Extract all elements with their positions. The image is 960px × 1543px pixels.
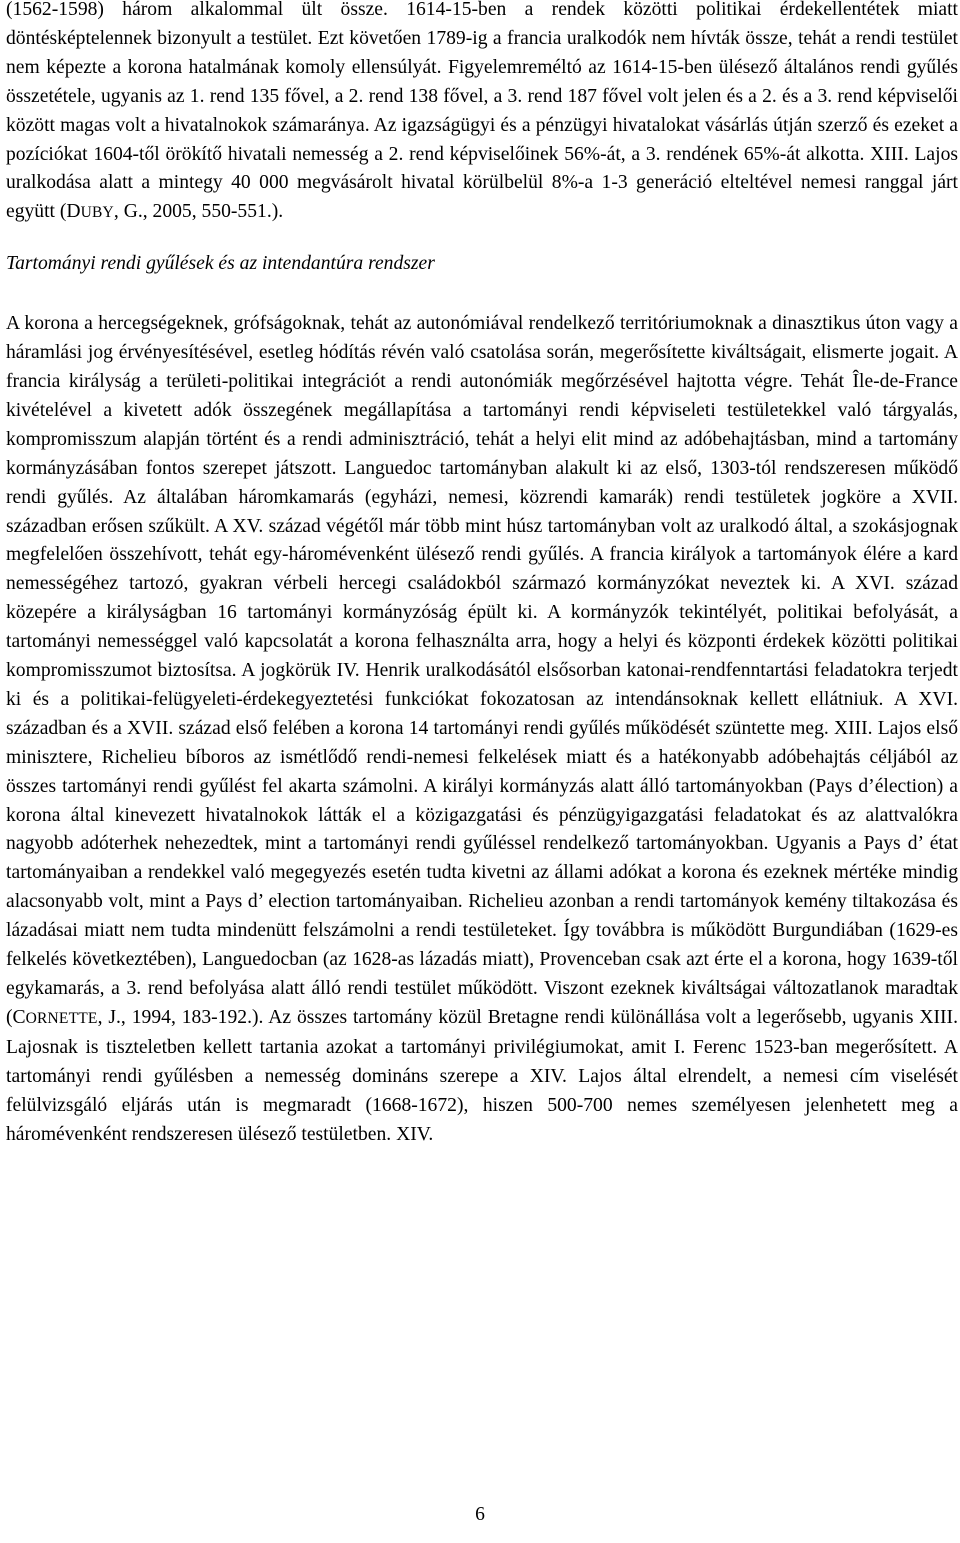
page-number: 6 bbox=[475, 1504, 485, 1525]
paragraph-2-citation-rest: , J., 1994, 183-192.). Az összes tartomány közül Bretagne rendi különállása volt a legerősebb, ugyanis XIII. Lajosnak is tiszteletben kellett tartania azokat a tartományi privilégiumokat, amit I. Ferenc 1523-ban megerősített. A tartományi rendi gyűlésben a nemesség domináns szerepe a XIV. Lajos által elrendelt, a nemesi cím viselését felülvizsgáló eljárás után is megmaradt (1668-1672), hiszen 500-700 nemes személyesen jelenhetett meg a háromévenként rendszeresen ülésező testületben. XIV. bbox=[6, 1006, 958, 1145]
paragraph-1-text: (1562-1598) három alkalommal ült össze. 1614-15-ben a rendek közötti politikai érdekellentétek miatt döntésképtelennek bizonyult a testület. Ezt követően 1789-ig a francia uralkodók nem hívták össze, tehát a rendi testület nem képezte a korona hatalmának komoly ellensúlyát. Figyelemreméltó az 1614-15-ben ülésező általános rendi gyűlés összetétele, ugyanis az 1. rend 135 fővel, a 2. rend 138 fővel, a 3. rend 187 fővel volt jelen és a 2. és a 3. rend képviselői között magas volt a hivatalnokok számaránya. Az igazságügyi és a pénzügyi hivatalokat vásárlás útján szerző és ezeket a pozíciókat 1604-től örökítő hivatali nemesség a 2. rend képviselőinek 56%-át, a 3. rendének 65%-át alkotta. XIII. Lajos uralkodása alatt a mintegy 40 000 megvásárolt hivatal körülbelül 8%-a 1-3 generáció elteltével nemesi ranggal járt együtt (D bbox=[6, 0, 958, 223]
citation-author-duby: UBY bbox=[80, 204, 114, 222]
paragraph-2-text: A korona a hercegségeknek, grófságoknak, tehát az autonómiával rendelkező territóriumoknak a dinasztikus úton vagy a háramlási jog érvényesítésével, esetleg hódítás révén való csatolása során, megerősítette kiváltságait, elismerte jogait. A francia királyság a területi-politikai integrációt a rendi autonómiák megőrzésével hajtotta végre. Tehát Île-de-France kivételével a kivetett adók összegének megállapítása a tartományi rendi képviseleti testületekkel való tárgyalás, kompromisszum alapján történt és a rendi adminisztráció, tehát a helyi elit mind az adóbehajtásban, mind a tartomány kormányzásában fontos szerepet játszott. Languedoc tartományban alakult ki az első, 1303-tól rendszeresen működő rendi gyűlés. Az általában háromkamarás (egyházi, nemesi, közrendi kamarák) rendi testületek jogköre a XVII. században erősen szűkült. A XV. század végétől már több mint húsz tartományban volt az uralkodó által, a szokásjognak megfelelően összehívott, tehát egy-háromévenként ülésező rendi gyűlés. A francia királyok a tartományok élére a kard nemességéhez tartozó, gyakran vérbeli hercegi családokból származó kormányzókat neveztek ki. A XVI. század közepére a királyságban 16 tartományi kormányzóság épült ki. A kormányzók tekintélyét, politikai befolyását, a tartományi nemességgel való kapcsolatát a korona felhasználta arra, hogy a helyi és központi érdekek közötti politikai kompromisszumot biztosítsa. A jogkörük IV. Henrik uralkodásától elsősorban katonai-rendfenntartási feladatokra terjedt ki és a politikai-felügyeleti-érdekegyeztetési funkciókat fokozatosan az intendánsoknak kellett ellátniuk. A XVI. században és a XVII. század első felében a korona 14 tartományi rendi gyűlés működését szüntette meg. XIII. Lajos első minisztere, Richelieu bíboros az ismétlődő rendi-nemesi felkelések miatt és a hatékonyabb adóbehajtás céljából az összes tartományi rendi gyűlést fel akarta számolni. A királyi kormányzás alatt álló tartományokban (Pays d’élection) a korona által kinevezett hivatalnokok látták el a közigazgatási és pénzügyigazgatási feladatokat és az alattvalókra nagyobb adóterhek nehezedtek, mint a tartományi rendi gyűléssel rendelkező tartományokban. Ugyanis a Pays d’ état tartományaiban a rendekkel való megegyezés esetén tudta kivetni az állami adókat a korona és ezeknek mértéke mindig alacsonyabb volt, mint a Pays d’ election tartományaiban. Richelieu azonban a rendi tartományok kemény tiltakozása és lázadásai miatt nem tudta mindenütt felszámolni a rendi testületeket. Így továbbra is működött Burgundiában (1629-es felkelés következtében), Languedocban (az 1628-as lázadás miatt), Provenceban csak azt érte el a korona, hogy 1639-től egykamarás, a 3. rend befolyása alatt álló rendi testület működött. Viszont ezeknek kiváltságai változatlanok maradtak (C bbox=[6, 313, 958, 1028]
section-heading: Tartományi rendi gyűlések és az intendantúra rendszer bbox=[6, 253, 435, 275]
body-paragraph-2 bbox=[6, 310, 958, 1149]
citation-author-cornette: ORNETTE bbox=[25, 1009, 98, 1027]
paragraph-1-citation-rest: , G., 2005, 550-551.). bbox=[113, 201, 284, 223]
document-page bbox=[6, 0, 958, 1149]
body-paragraph-1 bbox=[6, 0, 958, 228]
